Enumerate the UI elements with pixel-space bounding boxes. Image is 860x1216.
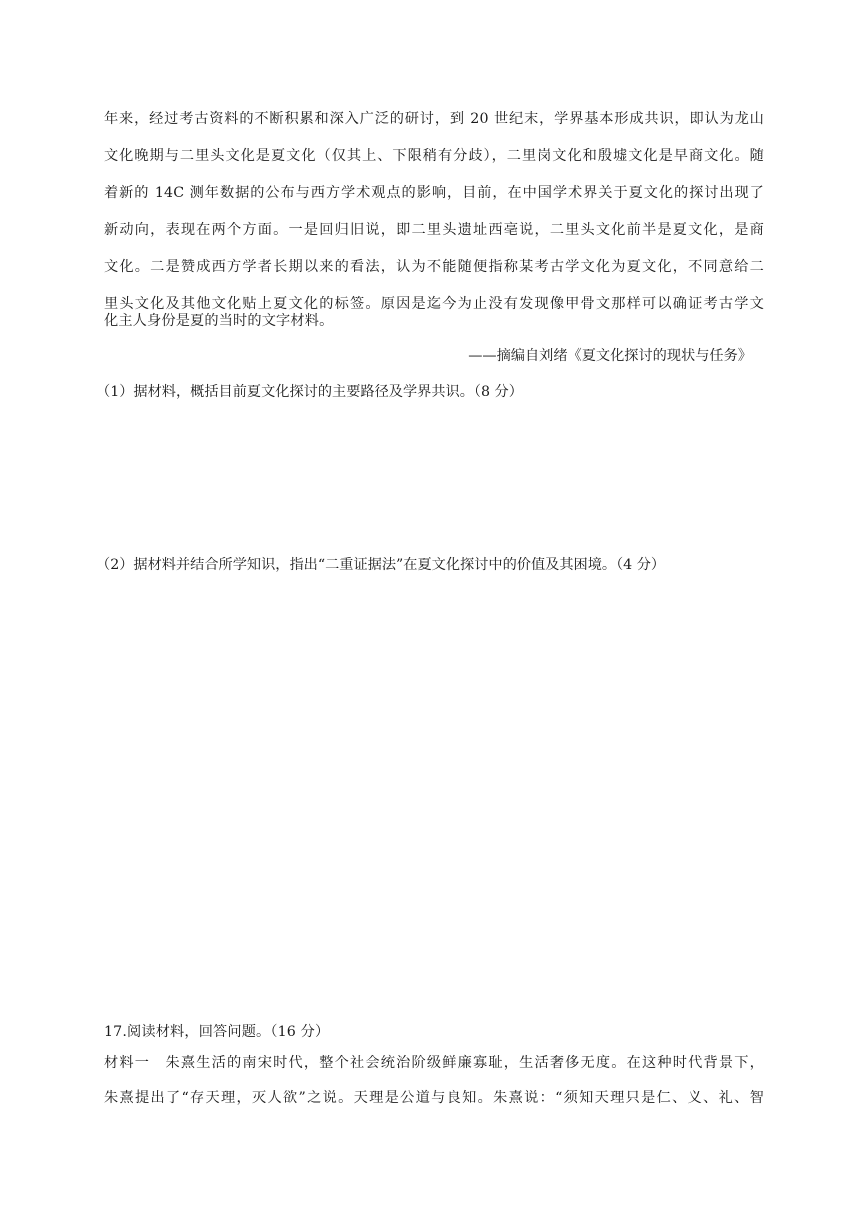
passage-line: 文化。二是赞成西方学者长期以来的看法，认为不能随便指称某考古学文化为夏文化，不同意给二 [104, 259, 764, 275]
passage-line: 里头文化及其他文化贴上夏文化的标签。原因是迄今为止没有发现像甲骨文那样可以确证考古学文 [104, 296, 764, 312]
material-1-line: 朱熹提出了“存天理，灭人欲”之说。天理是公道与良知。朱熹说：“须知天理只是仁、义、礼、智 [104, 1090, 764, 1106]
passage-line: 新动向，表现在两个方面。一是回归旧说，即二里头遗址西亳说，二里头文化前半是夏文化，是商 [104, 222, 764, 238]
passage-line: 化主人身份是夏的当时的文字材料。 [104, 313, 334, 329]
passage-line: 年来，经过考古资料的不断积累和深入广泛的研讨，到 20 世纪末，学界基本形成共识，即认为龙山 [104, 111, 764, 127]
question-17-heading: 17.阅读材料，回答问题。（16 分） [104, 1024, 330, 1040]
passage-attribution: ——摘编自刘绪《夏文化探讨的现状与任务》 [468, 348, 752, 364]
material-1-line: 材料一 朱熹生活的南宋时代，整个社会统治阶级鲜廉寡耻，生活奢侈无度。在这种时代背景下， [104, 1055, 764, 1071]
question-1: （1）据材料，概括目前夏文化探讨的主要路径及学界共识。（8 分） [96, 384, 523, 400]
passage-line: 文化晚期与二里头文化是夏文化（仅其上、下限稍有分歧），二里岗文化和殷墟文化是早商文化。随 [104, 148, 764, 164]
question-2: （2）据材料并结合所学知识，指出“二重证据法”在夏文化探讨中的价值及其困境。（4 分） [96, 557, 666, 573]
passage-line: 着新的 14C 测年数据的公布与西方学术观点的影响，目前，在中国学术界关于夏文化的探讨出现了 [104, 185, 764, 201]
